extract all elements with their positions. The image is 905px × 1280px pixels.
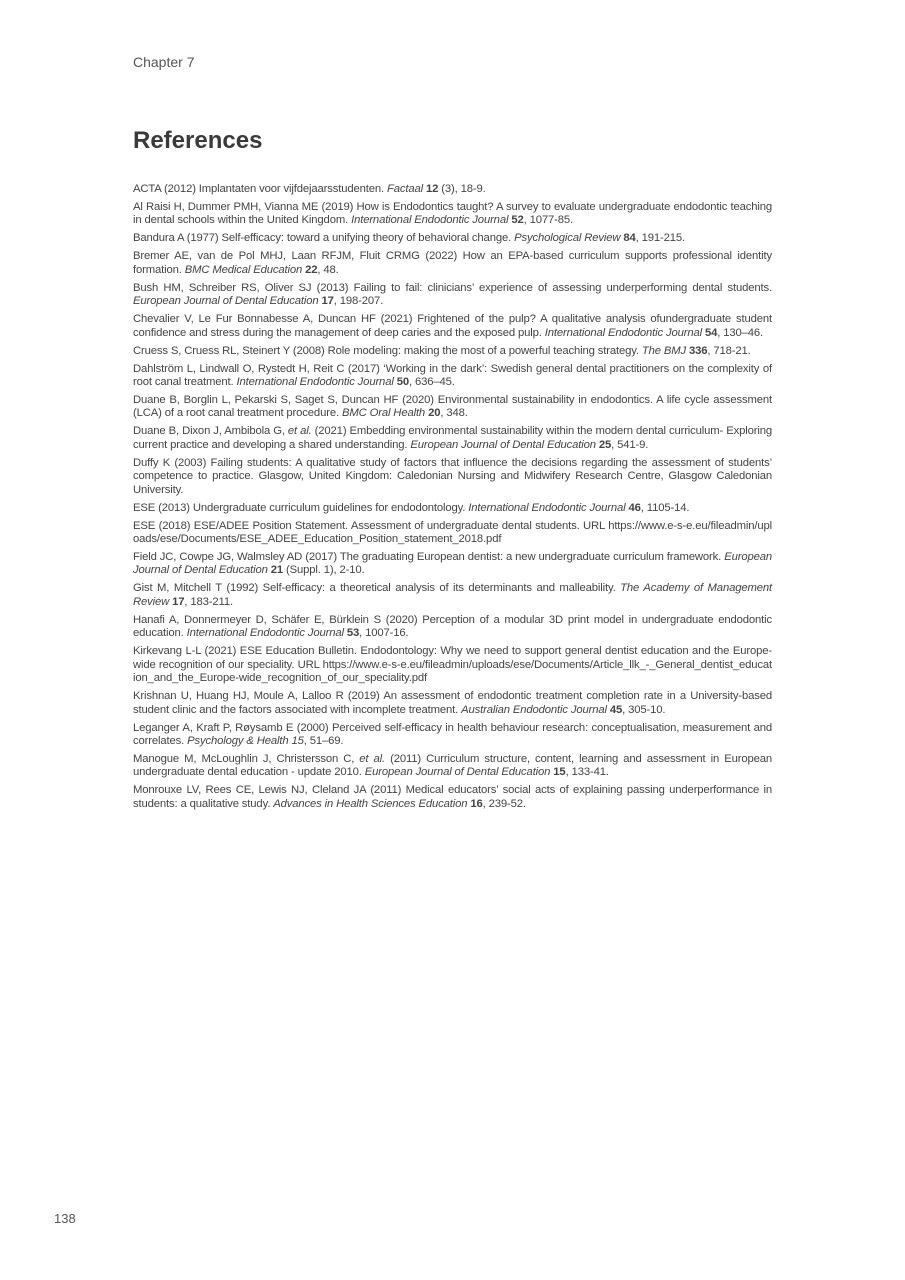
journal-volume: 21 [267, 564, 284, 577]
reference-text: Dahlström L, Lindwall O, Rystedt H, Reit C (2017) ‘Working in the dark’: Swedish general dental practitioners on the complexity of root canal treatment. [133, 362, 772, 389]
reference-pages: , 183-211. [184, 595, 233, 608]
reference-text: ESE (2018) ESE/ADEE Position Statement. Assessment of undergraduate dental students. URL [133, 519, 609, 532]
reference-pages: , 198-207. [333, 295, 384, 308]
reference-pages: , 51–69. [303, 734, 344, 747]
journal-title: European Journal of Dental Education [133, 551, 772, 577]
journal-volume: 17 [318, 295, 334, 308]
journal-title: European Journal of Dental Education [410, 438, 596, 451]
journal-title: Psychological Review [514, 232, 621, 245]
reference-entry [133, 425, 772, 452]
reference-text: Bush HM, Schreiber RS, Oliver SJ (2013) Failing to fail: clinicians’ experience of assessing underperforming dental students. [133, 281, 772, 294]
journal-title: Factaal [387, 183, 423, 195]
et-al-text: et al. [359, 752, 386, 765]
reference-text: Bremer AE, van de Pol MHJ, Laan RFJM, Fluit CRMG (2022) How an EPA-based curriculum supports professional identity formation. [133, 250, 772, 276]
reference-text: Cruess S, Cruess RL, Steinert Y (2008) Role modeling: making the most of a powerful teaching strategy. [133, 344, 642, 357]
reference-entry [133, 502, 772, 515]
reference-text: Duane B, Borglin L, Pekarski S, Saget S, Duncan HF (2020) Environmental sustainability in endodontics. A life cycle assessment (LCA) of a root canal treatment procedure. [133, 394, 772, 420]
reference-text: Gist M, Mitchell T (1992) Self-efficacy: a theoretical analysis of its determinants and malleability. [133, 582, 621, 595]
reference-entry [133, 345, 772, 358]
journal-volume: 17 [169, 595, 185, 608]
journal-volume: 12 [423, 183, 439, 195]
journal-title: Psychology & Health [187, 734, 289, 747]
reference-entry [133, 753, 772, 780]
reference-text: Monrouxe LV, Rees CE, Lewis NJ, Cleland JA (2011) Medical educators’ social acts of explaining passing underperformance in students: a qualitative study. [133, 784, 772, 810]
journal-title: European Journal of Dental Education [364, 766, 551, 779]
reference-entry [133, 614, 772, 641]
journal-volume: 54 [702, 326, 718, 339]
reference-pages: (Suppl. 1), 2-10. [283, 564, 365, 577]
journal-title: European Journal of Dental Education [133, 295, 319, 308]
reference-text: Krishnan U, Huang HJ, Moule A, Lalloo R (2019) An assessment of endodontic treatment completion rate in a University-based student clinic and the factors associated with incomplete treatment. [133, 690, 772, 716]
journal-title: BMC Medical Education [184, 263, 303, 276]
reference-pages: , 305-10. [622, 703, 666, 716]
reference-entry [133, 250, 772, 277]
reference-pages: , 191-215. [635, 232, 685, 245]
journal-title: The BMJ [641, 344, 687, 357]
journal-volume: 25 [595, 438, 612, 451]
journal-volume: 336 [686, 344, 708, 357]
reference-text: Chevalier V, Le Fur Bonnabesse A, Duncan HF (2021) Frightened of the pulp? A qualitative analysis ofundergraduate student confidence and stress during the management of deep caries and the exposed pulp. [133, 313, 772, 339]
reference-entry [133, 183, 772, 196]
reference-text: Manogue M, McLoughlin J, Christersson C, [133, 752, 360, 765]
reference-entry [133, 313, 772, 340]
et-al-text: et al. [287, 425, 312, 438]
reference-text: Al Raisi H, Dummer PMH, Vianna ME (2019) How is Endodontics taught? A survey to evaluate undergraduate endodontic teaching in dental schools within the United Kingdom. [133, 201, 772, 227]
reference-text: Bandura A (1977) Self-efficacy: toward a unifying theory of behavioral change. [133, 232, 515, 245]
reference-entry [133, 645, 772, 685]
reference-text: Field JC, Cowpe JG, Walmsley AD (2017) The graduating European dentist: a new undergraduate curriculum framework. [133, 551, 725, 564]
reference-url: https://www.e-s-e.eu/fileadmin/uploads/ese/Documents/Article_llk_-_General_dentist_education_and_the_Europe-wide_recognition_of_our_speciality.pdf [133, 658, 772, 685]
journal-title: BMC Oral Health [341, 407, 426, 420]
journal-volume: 15 [550, 766, 566, 779]
reference-pages: , 1007-16. [359, 627, 409, 640]
reference-pages: , 718-21. [707, 344, 751, 357]
journal-volume: 45 [606, 703, 623, 716]
reference-entry [133, 520, 772, 547]
journal-volume: 53 [343, 627, 360, 640]
reference-entry [133, 363, 772, 390]
reference-entry [133, 784, 772, 811]
journal-volume: 46 [625, 501, 641, 514]
reference-entry [133, 582, 772, 609]
reference-pages: , 348. [440, 407, 468, 420]
reference-text: Leganger A, Kraft P, Røysamb E (2000) Perceived self-efficacy in health behaviour research: conceptualisation, measurement and correlates. [133, 721, 772, 747]
reference-pages: , 541-9. [611, 438, 649, 451]
journal-volume: 52 [508, 214, 524, 227]
reference-pages: , 636–45. [408, 376, 455, 389]
journal-volume: 20 [425, 407, 441, 420]
running-head: Chapter 7 [133, 54, 195, 70]
journal-volume: 50 [393, 376, 409, 389]
journal-title: The Academy of Management Review [133, 582, 772, 608]
reference-pages: , 1105-14. [640, 501, 690, 514]
journal-title: International Endodontic Journal [351, 214, 509, 227]
reference-pages: , 239-52. [482, 797, 526, 810]
journal-title: Advances in Health Sciences Education [273, 797, 468, 810]
reference-pages: , 48. [317, 263, 339, 276]
journal-volume: 84 [620, 232, 636, 245]
reference-entry [133, 282, 772, 309]
reference-pages: (3), 18-9. [438, 183, 486, 195]
journal-volume: 15 [288, 734, 304, 747]
reference-entry [133, 232, 772, 245]
reference-text: Hanafi A, Donnermeyer D, Schäfer E, Bürklein S (2020) Perception of a modular 3D print model in undergraduate endodontic education. [133, 613, 772, 640]
journal-volume: 22 [302, 263, 318, 276]
journal-volume: 16 [467, 797, 483, 810]
journal-title: International Endodontic Journal [468, 501, 626, 514]
reference-pages: , 133-41. [565, 766, 609, 779]
reference-text: (2011) Curriculum structure, content, learning and assessment in European undergraduate dental education - update 2010. [133, 752, 773, 779]
page-title: References [133, 127, 263, 154]
journal-title: Australian Endodontic Journal [461, 703, 607, 716]
reference-text: Duane B, Dixon J, Ambibola G, [133, 425, 288, 438]
reference-text: ACTA (2012) Implantaten voor vijfdejaarsstudenten. [133, 183, 387, 195]
reference-text: Kirkevang L-L (2021) ESE Education Bulletin. Endodontology: Why we need to support general dentist education and the Europe-wide recognition of our speciality. URL [133, 645, 772, 671]
reference-entry [133, 457, 772, 497]
reference-pages: , 1077-85. [523, 214, 573, 227]
journal-title: International Endodontic Journal [544, 326, 703, 339]
reference-url: https://www.e-s-e.eu/fileadmin/uploads/ese/Documents/ESE_ADEE_Education_Position_statement_2018.pdf [133, 519, 772, 546]
reference-text: (2021) Embedding environmental sustainability within the modern dental curriculum- Exploring current practice and developing a shared understanding. [133, 425, 772, 451]
journal-title: International Endodontic Journal [186, 627, 344, 640]
reference-entry [133, 551, 772, 578]
reference-entry [133, 690, 772, 717]
reference-pages: , 130–46. [717, 326, 764, 339]
reference-text: Duffy K (2003) Failing students: A qualitative study of factors that influence the decisions regarding the assessment of students’ competence to practice. Glasgow, United Kingdom: Caledonian Nursing and Midwifery Research Centre, Glasgow Caledonian University. [133, 456, 772, 496]
reference-entry [133, 201, 772, 228]
reference-entry [133, 722, 772, 749]
reference-entry [133, 394, 772, 421]
reference-text: ESE (2013) Undergraduate curriculum guidelines for endodontology. [133, 501, 469, 514]
page-number: 138 [54, 1211, 76, 1226]
reference-list [133, 183, 772, 816]
journal-title: International Endodontic Journal [236, 376, 394, 389]
